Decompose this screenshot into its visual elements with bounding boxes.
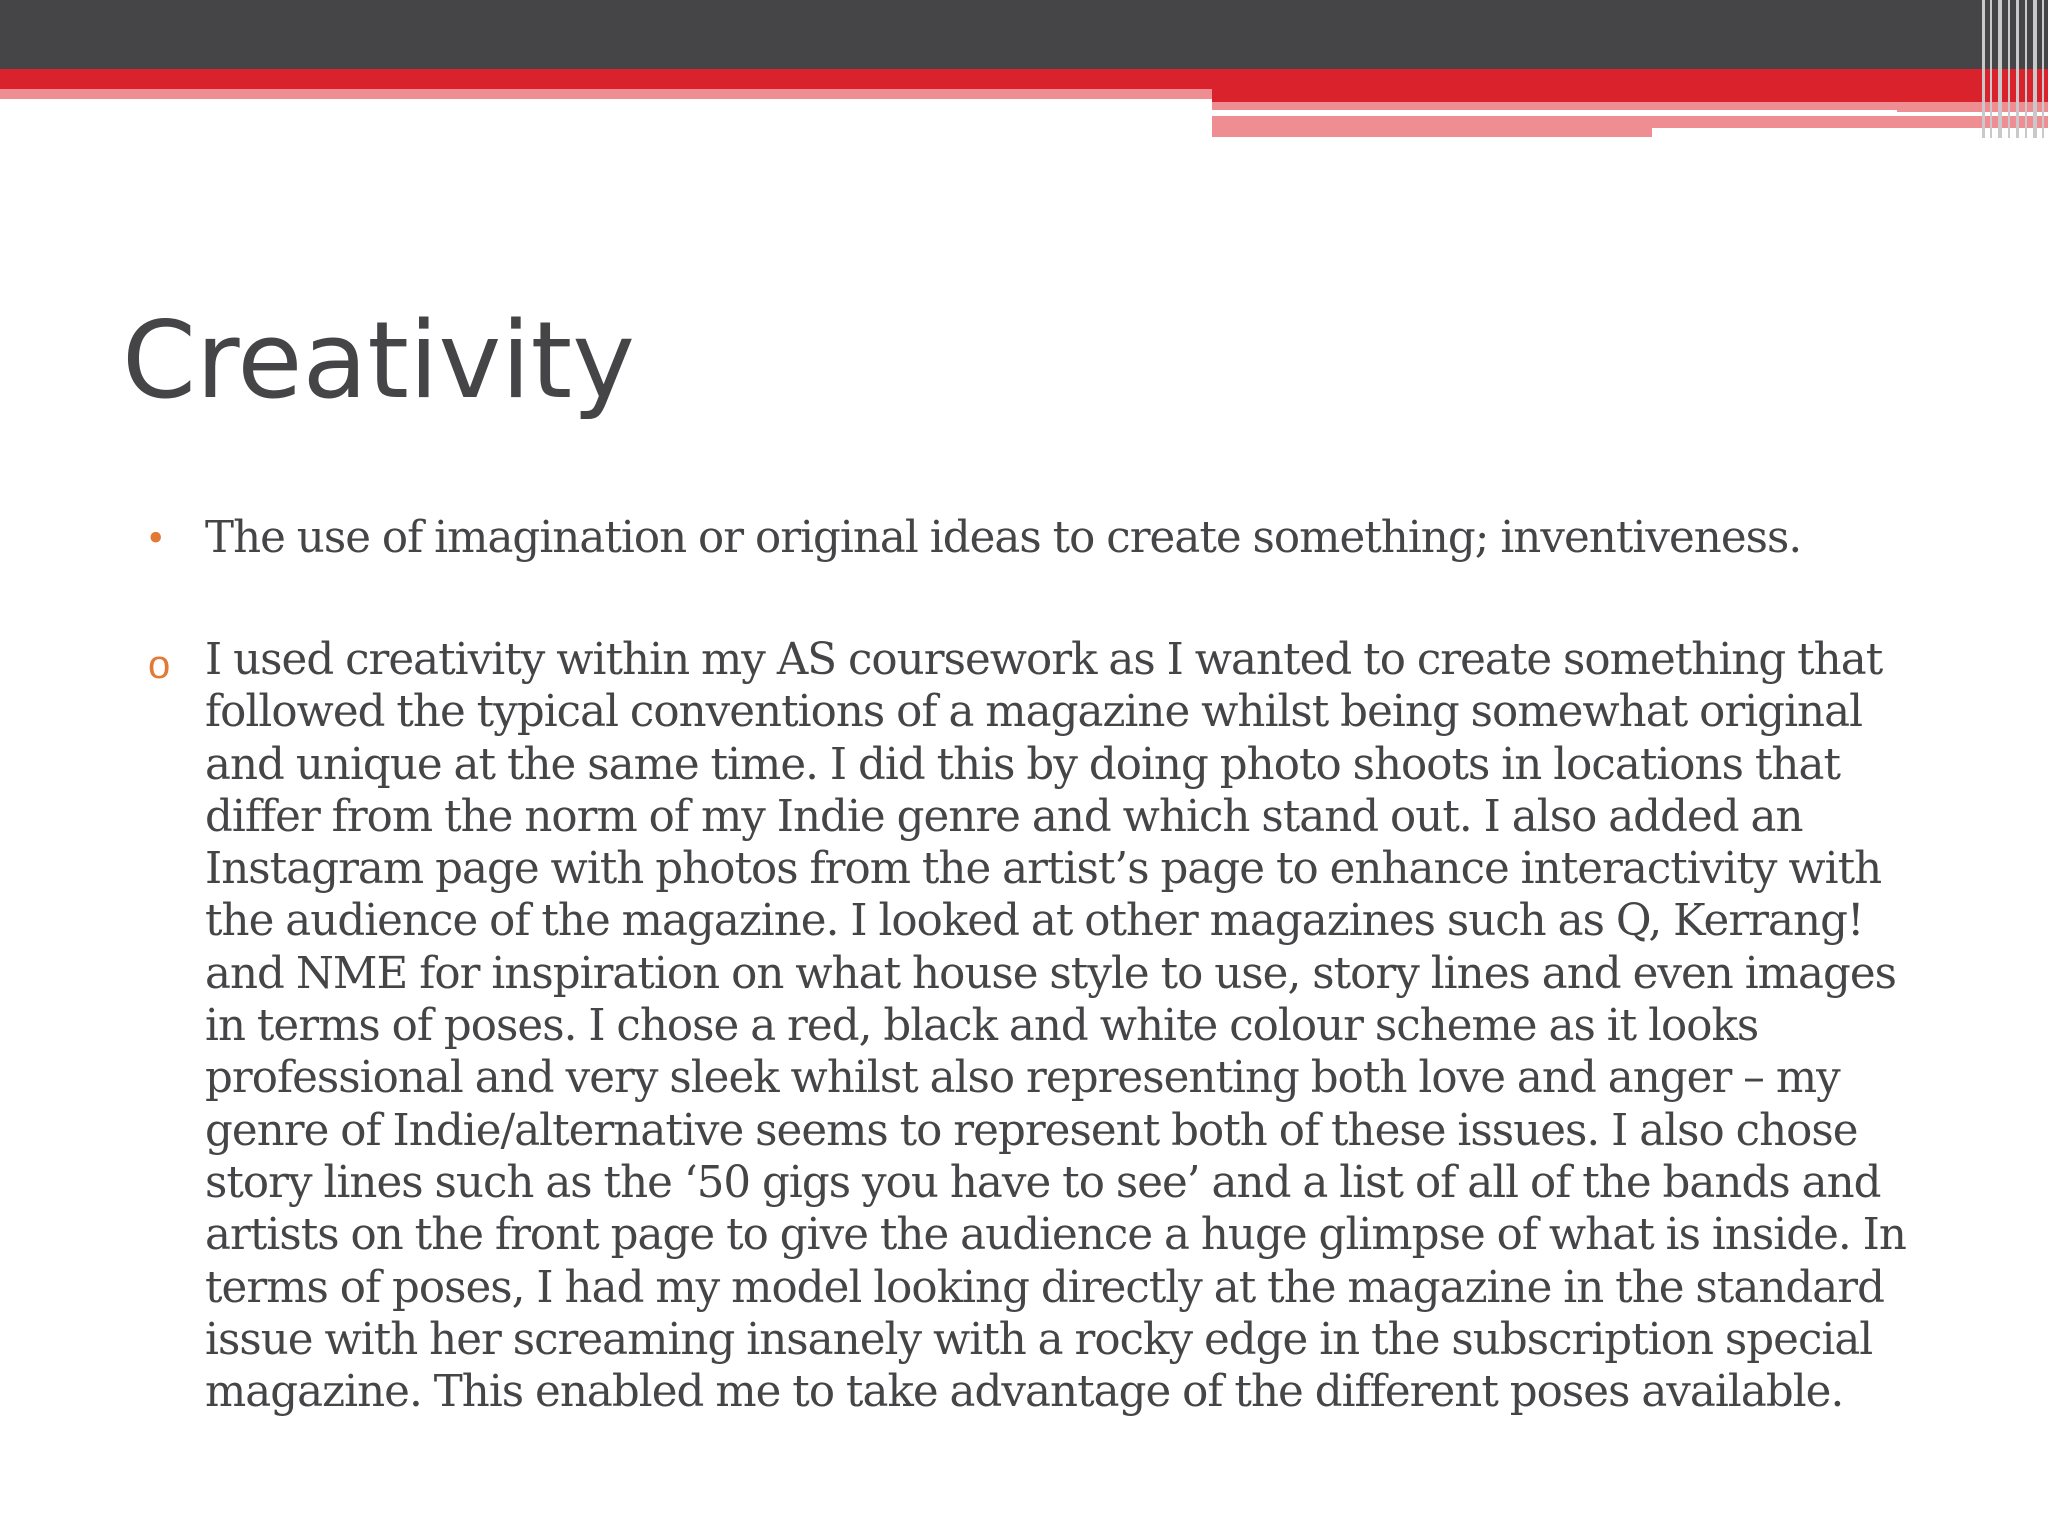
header-pink-stripe-right-lower [1212, 116, 2048, 128]
bullet-text-definition: The use of imagination or original ideas to create something; inventiveness. [205, 513, 1802, 563]
header-dark-band [0, 0, 2048, 69]
header-white-line [1212, 110, 1897, 115]
bullet-dot-icon: • [148, 513, 164, 562]
header-red-stripe [0, 69, 2048, 89]
bullet-circle-icon: o [148, 643, 171, 687]
header-pink-stripe-left [0, 89, 1212, 99]
header-pink-stripe-right-bottom [1212, 128, 1652, 137]
slide-title: Creativity [122, 299, 635, 422]
bullet-text-explanation: I used creativity within my AS coursework as I wanted to create something that followed the typical conventions of a magazine whilst being somewhat original and unique at the same time. I did this by doing photo shoots in locations that differ from the norm of my Indie genre and which stand out. I also added an Instagram page with photos from the artist’s page to enhance interactivity with the audience of the magazine. I looked at other magazines such as Q, Kerrang! and NME for inspiration on what house style to use, story lines and even images in terms of poses. I chose a red, black and white colour scheme as it looks professional and very sleek whilst also representing both love and anger – my genre of Indie/alternative seems to represent both of these issues. I also chose story lines such as the ‘50 gigs you have to see’ and a list of all of the bands and artists on the front page to give the audience a huge glimpse of what is inside. In terms of poses, I had my model looking directly at the magazine in the standard issue with her screaming insanely with a rocky edge in the subscription special magazine. This enabled me to take advantage of the different poses available. [205, 635, 1906, 1418]
bullet-item-explanation [148, 634, 1928, 1418]
bullet-item-definition [148, 508, 1928, 568]
header-red-stripe-right [1212, 89, 2048, 102]
header-edge-lines [1978, 0, 2048, 138]
